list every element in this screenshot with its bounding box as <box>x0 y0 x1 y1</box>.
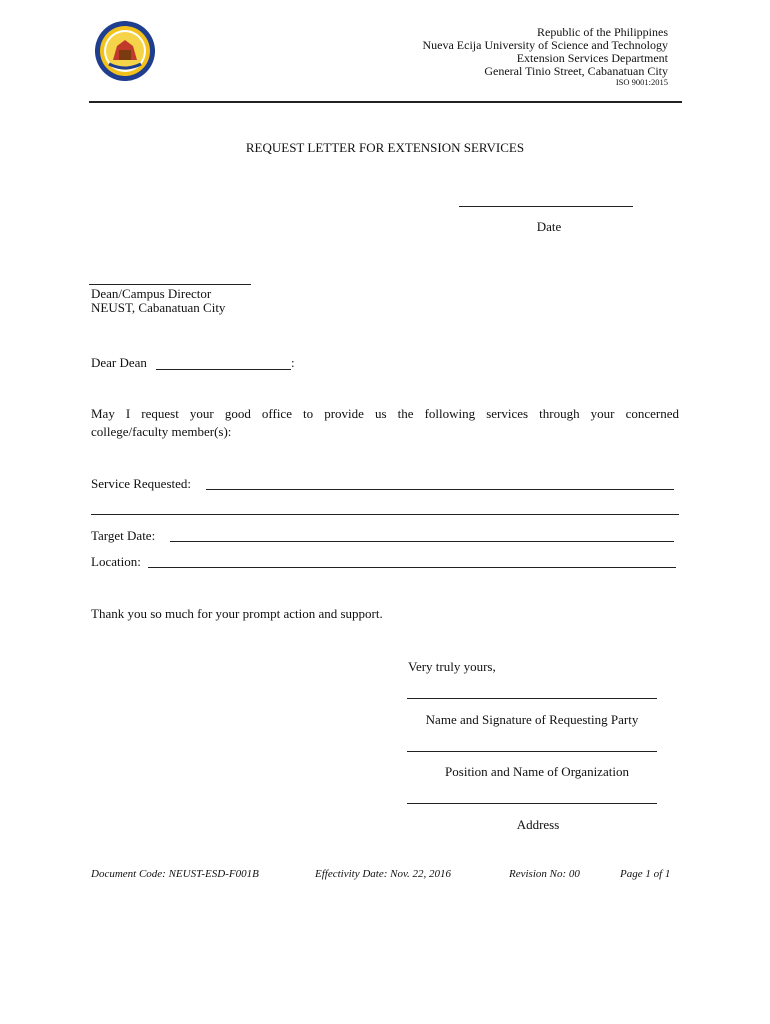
address-blank[interactable] <box>407 803 657 804</box>
salutation-prefix: Dear Dean <box>91 355 147 370</box>
neust-seal-icon <box>91 20 159 82</box>
date-label: Date <box>536 219 562 234</box>
header-divider <box>89 101 682 103</box>
service-requested-blank-2[interactable] <box>91 514 679 515</box>
signature-blank[interactable] <box>407 698 657 699</box>
recipient-name-blank[interactable] <box>89 284 251 285</box>
footer-revision: Revision No: 00 <box>509 868 580 880</box>
header-department: Extension Services Department <box>516 51 668 65</box>
footer-page: Page 1 of 1 <box>620 868 671 880</box>
header-university: Nueva Ecija University of Science and Technology <box>422 38 668 52</box>
dean-name-blank[interactable] <box>156 369 291 370</box>
signature-label: Name and Signature of Requesting Party <box>425 712 639 727</box>
header-address: General Tinio Street, Cabanatuan City <box>484 64 668 78</box>
service-requested-blank[interactable] <box>206 489 674 490</box>
footer-doc-code: Document Code: NEUST-ESD-F001B <box>91 868 259 880</box>
target-date-label: Target Date: <box>91 528 156 543</box>
address-label: Address <box>516 817 560 832</box>
header-iso: ISO 9001:2015 <box>615 77 668 87</box>
location-blank[interactable] <box>148 567 676 568</box>
target-date-blank[interactable] <box>170 541 674 542</box>
location-label: Location: <box>91 554 141 569</box>
body-line-2: college/faculty member(s): <box>91 424 232 439</box>
header-republic: Republic of the Philippines <box>537 25 668 39</box>
service-requested-label: Service Requested: <box>91 476 191 491</box>
body-line-1: May I request your good office to provide us the following services through your concerned <box>91 406 679 421</box>
position-label: Position and Name of Organization <box>445 764 629 779</box>
closing-thanks: Thank you so much for your prompt action and support. <box>91 606 383 621</box>
document-title: REQUEST LETTER FOR EXTENSION SERVICES <box>245 140 525 155</box>
recipient-office: NEUST, Cabanatuan City <box>91 300 226 315</box>
footer-effectivity: Effectivity Date: Nov. 22, 2016 <box>315 868 452 880</box>
position-blank[interactable] <box>407 751 657 752</box>
closing-salutation: Very truly yours, <box>408 659 496 674</box>
date-blank[interactable] <box>459 206 633 207</box>
salutation-colon: : <box>291 355 295 370</box>
recipient-title: Dean/Campus Director <box>91 286 212 301</box>
